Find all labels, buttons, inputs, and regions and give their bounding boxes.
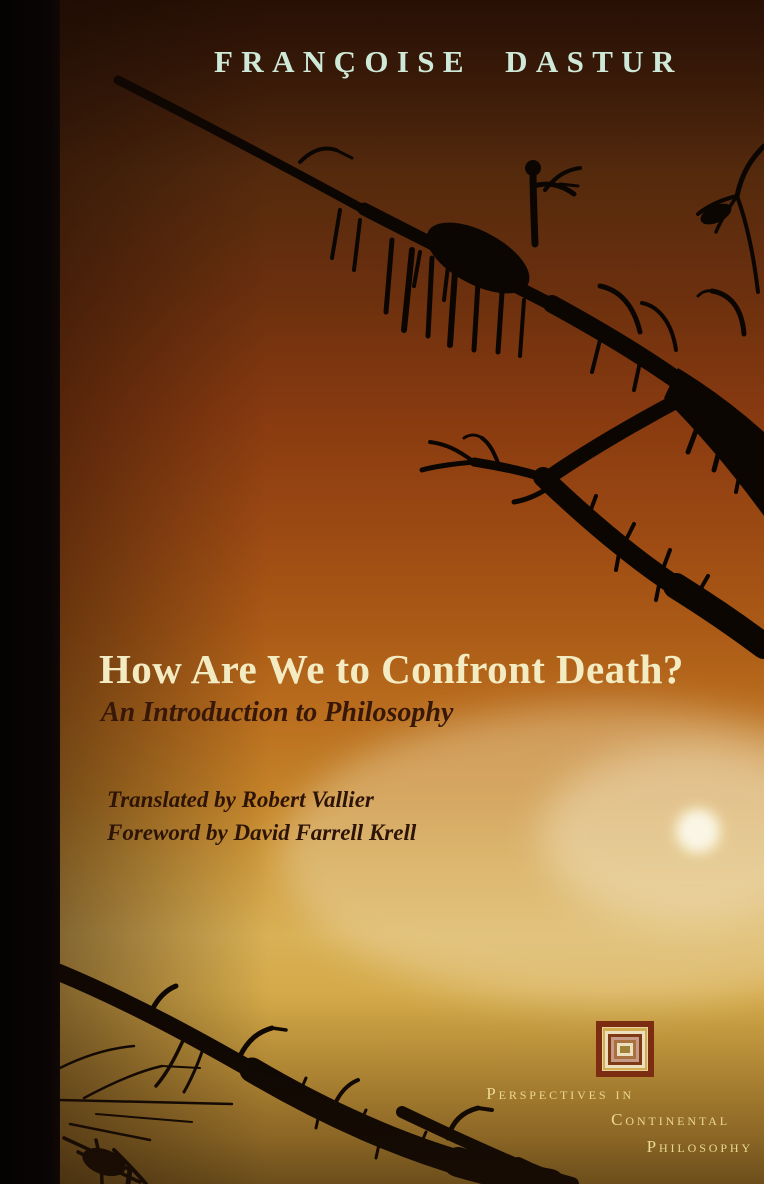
series-logo xyxy=(596,1021,654,1077)
book-subtitle: An Introduction to Philosophy xyxy=(101,697,454,728)
series-name xyxy=(486,1081,753,1160)
book-title: How Are We to Confront Death? xyxy=(99,646,684,692)
author-name: FRANÇOISE DASTUR xyxy=(214,44,683,79)
series-line-3: Philosophy xyxy=(646,1136,753,1156)
foreword-credit: Foreword by David Farrell Krell xyxy=(107,819,417,845)
sun-glow xyxy=(668,801,728,861)
credits-block xyxy=(107,784,416,849)
series-line-2: Continental xyxy=(611,1110,730,1130)
translator-credit: Translated by Robert Vallier xyxy=(107,787,374,812)
series-line-1: Perspectives in xyxy=(486,1084,634,1103)
spine-strip xyxy=(0,0,60,1184)
